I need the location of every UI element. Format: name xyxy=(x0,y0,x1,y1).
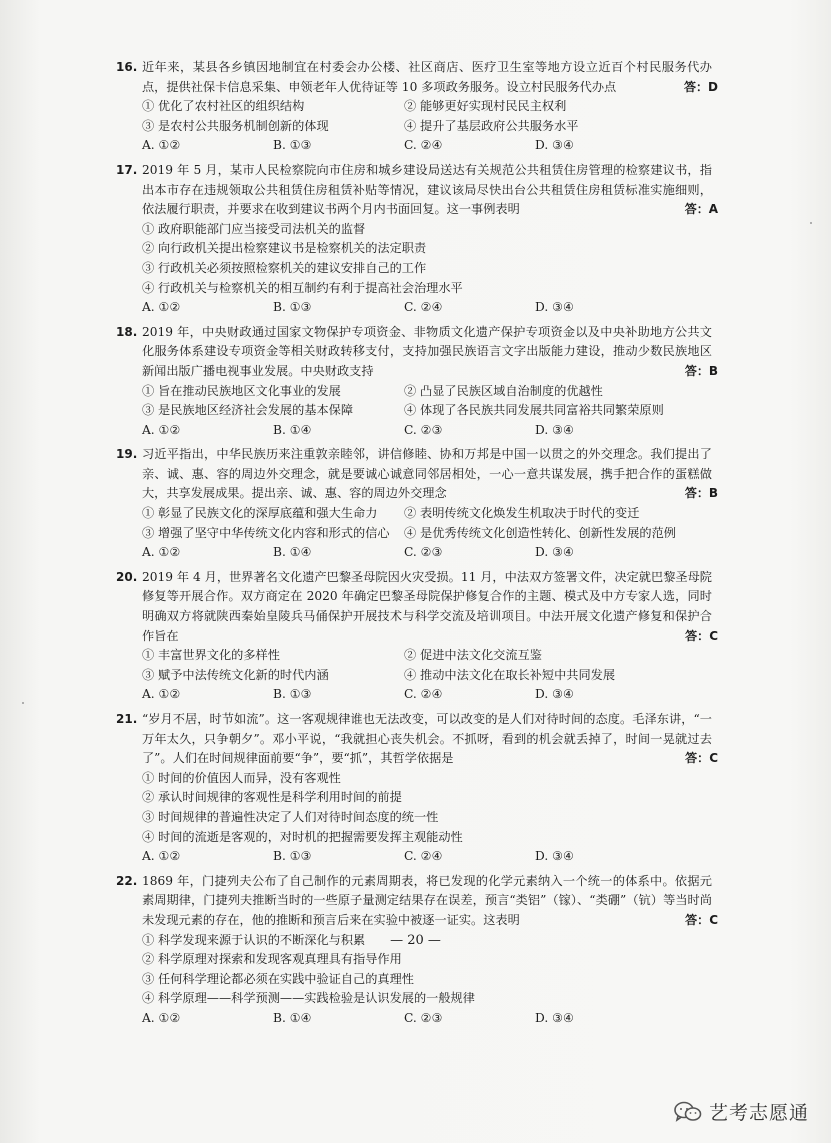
answer-choice: B. ①③ xyxy=(273,849,312,864)
answer-choice: B. ①④ xyxy=(273,1010,312,1025)
answer-key xyxy=(685,911,718,931)
option-statement: ① 丰富世界文化的多样性 xyxy=(142,648,280,663)
option-statement: ③ 赋予中法传统文化新的时代内涵 xyxy=(142,667,329,682)
answer-choices xyxy=(116,685,712,705)
answer-label: 答： xyxy=(685,628,710,643)
option-row xyxy=(142,524,712,544)
answer-label: 答： xyxy=(685,912,710,927)
question-stem xyxy=(116,872,718,931)
question-block xyxy=(116,161,718,318)
answer-value: C xyxy=(709,751,718,766)
answer-value: C xyxy=(709,628,718,643)
answer-choice: B. ①③ xyxy=(273,687,312,702)
question-number: 21. xyxy=(116,712,138,726)
option-statements xyxy=(116,769,712,847)
option-statements xyxy=(116,504,712,543)
question-stem xyxy=(116,323,718,382)
option-statement: ② 能够更好实现村民民主权利 xyxy=(404,99,567,114)
option-statement: ③ 是民族地区经济社会发展的基本保障 xyxy=(142,403,354,418)
option-statement: ② 表明传统文化焕发生机取决于时代的变迁 xyxy=(404,506,640,521)
option-statement: ① 彰显了民族文化的深厚底蕴和强大生命力 xyxy=(142,506,378,521)
answer-choice: D. ③④ xyxy=(535,138,574,153)
answer-value: C xyxy=(709,912,718,927)
question-stem xyxy=(116,710,718,769)
answer-choices xyxy=(116,543,712,563)
option-statement: ④ 体现了各民族共同发展共同富裕共同繁荣原则 xyxy=(404,403,664,418)
option-statement: ③ 行政机关必须按照检察机关的建议安排自己的工作 xyxy=(142,260,427,275)
answer-key xyxy=(685,484,718,504)
option-row xyxy=(142,646,712,666)
answer-value: B xyxy=(708,363,718,378)
option-statement: ④ 是优秀传统文化创造性转化、创新性发展的范例 xyxy=(404,525,676,540)
answer-choice: B. ①④ xyxy=(273,545,312,560)
answer-key xyxy=(684,78,718,98)
answer-value: B xyxy=(708,486,718,501)
answer-choice: A. ①② xyxy=(142,300,181,315)
answer-choice: A. ①② xyxy=(142,1010,181,1025)
answer-key xyxy=(685,200,718,220)
answer-choice: B. ①③ xyxy=(273,300,312,315)
answer-choice: C. ②③ xyxy=(404,545,443,560)
question-stem xyxy=(116,161,718,220)
answer-choice: A. ①② xyxy=(142,687,181,702)
question-block xyxy=(116,323,718,441)
question-block xyxy=(116,710,718,867)
answer-choices xyxy=(116,136,712,156)
question-block xyxy=(116,58,718,156)
question-text: 2019 年，中央财政通过国家文物保护专项资金、非物质文化遗产保护专项资金以及中央补助地方公共文化服务体系建设专项资金等相关财政转移支付，支持加强民族语言文字出版能力建设，推动少数民族地区新闻出版广播电视事业发展。中央财政支持 xyxy=(142,324,712,378)
question-number: 19. xyxy=(116,447,138,462)
answer-choice: D. ③④ xyxy=(535,687,574,702)
option-statement: ④ 推动中法文化在取长补短中共同发展 xyxy=(404,667,616,682)
option-row xyxy=(142,97,712,117)
answer-choice: C. ②④ xyxy=(404,300,443,315)
option-statement: ① 旨在推动民族地区文化事业的发展 xyxy=(142,383,341,398)
question-stem xyxy=(116,445,718,504)
question-block xyxy=(116,568,718,705)
page-number: — 20 — xyxy=(390,933,441,948)
option-row xyxy=(142,504,712,524)
option-statement: ② 凸显了民族区域自治制度的优越性 xyxy=(404,383,603,398)
watermark xyxy=(673,1098,809,1125)
option-statement: ④ 行政机关与检察机关的相互制约有利于提高社会治理水平 xyxy=(142,280,463,295)
question-block xyxy=(116,445,718,563)
answer-choice: C. ②④ xyxy=(404,687,443,702)
answer-choices xyxy=(116,1009,712,1029)
answer-choices xyxy=(116,847,712,867)
answer-label: 答： xyxy=(684,486,709,501)
answer-choice: D. ③④ xyxy=(535,1010,574,1025)
answer-choice: A. ①② xyxy=(142,138,181,153)
option-statement: ② 向行政机关提出检察建议书是检察机关的法定职责 xyxy=(142,241,427,256)
option-row xyxy=(142,382,712,402)
answer-key xyxy=(685,627,718,647)
option-row xyxy=(142,117,712,137)
answer-choice: B. ①④ xyxy=(273,422,312,437)
answer-value: D xyxy=(708,79,718,94)
answer-choice: D. ③④ xyxy=(535,300,574,315)
answer-choice: B. ①③ xyxy=(273,138,312,153)
option-statement: ③ 时间规律的普遍性决定了人们对待时间态度的统一性 xyxy=(142,809,439,824)
option-row xyxy=(142,666,712,686)
watermark-text: 艺考志愿通 xyxy=(708,1102,809,1124)
option-statement: ④ 提升了基层政府公共服务水平 xyxy=(404,118,579,133)
answer-choice: D. ③④ xyxy=(535,422,574,437)
option-row xyxy=(142,401,712,421)
answer-label: 答： xyxy=(684,79,709,94)
question-number: 22. xyxy=(116,873,138,888)
option-statement: ③ 增强了坚守中华传统文化内容和形式的信心 xyxy=(142,525,390,540)
option-statement: ① 政府职能部门应当接受司法机关的监督 xyxy=(142,221,366,236)
question-text: “岁月不居，时节如流”。这一客观规律谁也无法改变，可以改变的是人们对待时间的态度。毛泽东讲，“一万年太久，只争朝夕”。邓小平说，“我就担心丧失机会。不抓呀，看到的机会就丢掉了，时间一晃就过去了”。人们在时间规律面前要“争”，要“抓”，其哲学依据是 xyxy=(142,712,712,766)
answer-choice: D. ③④ xyxy=(535,545,574,560)
answer-choice: C. ②③ xyxy=(404,1010,443,1025)
answer-choice: A. ①② xyxy=(142,422,181,437)
question-text: 近年来，某县各乡镇因地制宜在村委会办公楼、社区商店、医疗卫生室等地方设立近百个村民服务代办点，提供社保卡信息采集、申领老年人优待证等 10 多项政务服务。设立村民服务代办点 xyxy=(142,60,712,94)
answer-choice: A. ①② xyxy=(142,545,181,560)
option-statement: ② 科学原理对探索和发现客观真理具有指导作用 xyxy=(142,952,402,967)
answer-label: 答： xyxy=(685,751,710,766)
answer-label: 答： xyxy=(684,363,709,378)
option-statement: ④ 科学原理——科学预测——实践检验是认识发展的一般规律 xyxy=(142,991,475,1006)
option-statement: ① 优化了农村社区的组织结构 xyxy=(142,99,305,114)
question-number: 20. xyxy=(116,569,138,584)
option-statements xyxy=(116,382,712,421)
question-text: 2019 年 4 月，世界著名文化遗产巴黎圣母院因火灾受损。11 月，中法双方签署文件，决定就巴黎圣母院修复等开展合作。双方商定在 2020 年确定巴黎圣母院保护修复合作的主题、模式及中方专家人选，同时明确双方将就陕西秦始皇陵兵马俑保护开展技术与科学交流及培训项目。中法开展文化遗产修复和保护合作旨在 xyxy=(142,569,712,643)
answer-choice: D. ③④ xyxy=(535,849,574,864)
question-text: 习近平指出，中华民族历来注重敦亲睦邻，讲信修睦、协和万邦是中国一以贯之的外交理念。我们提出了亲、诚、惠、容的周边外交理念，就是要诚心诚意同邻居相处，一心一意共谋发展，携手把合作的蛋糕做大，共享发展成果。提出亲、诚、惠、容的周边外交理念 xyxy=(142,447,712,501)
question-text: 2019 年 5 月，某市人民检察院向市住房和城乡建设局送达有关规范公共租赁住房管理的检察建议书，指出本市存在违规领取公共租赁住房租赁补贴等情况，建议该局尽快出台公共租赁住房租赁标准实施细则，依法履行职责，并要求在收到建议书两个月内书面回复。这一事例表明 xyxy=(142,162,712,217)
option-statements xyxy=(116,646,712,685)
answer-choice: C. ②③ xyxy=(404,422,443,437)
question-stem xyxy=(116,58,718,97)
option-statement: ③ 任何科学理论都必须在实践中验证自己的真理性 xyxy=(142,971,414,986)
question-number: 18. xyxy=(116,324,138,339)
wechat-logo-icon xyxy=(673,1100,703,1124)
question-list xyxy=(116,58,718,1034)
question-text: 1869 年，门捷列夫公布了自己制作的元素周期表，将已发现的化学元素纳入一个统一的体系中。依据元素周期律，门捷列夫推断当时的一些原子量测定结果存在误差，预言“类铝”（镓）、“类硼”（钪）等当时尚未发现元素的存在，他的推断和预言后来在实验中被逐一证实。这表明 xyxy=(142,873,712,927)
question-number: 16. xyxy=(116,60,138,74)
question-stem xyxy=(116,568,718,646)
answer-choice: C. ②④ xyxy=(404,138,443,153)
option-statement: ③ 是农村公共服务机制创新的体现 xyxy=(142,118,329,133)
answer-choices xyxy=(116,421,712,441)
option-statement: ④ 时间的流逝是客观的，对时机的把握需要发挥主观能动性 xyxy=(142,829,463,844)
answer-label: 答： xyxy=(684,202,709,217)
question-number: 17. xyxy=(116,162,138,177)
option-statement: ② 促进中法文化交流互鉴 xyxy=(404,648,542,663)
answer-key xyxy=(685,362,718,382)
answer-choice: C. ②④ xyxy=(404,849,443,864)
option-statements xyxy=(116,97,712,136)
answer-choices xyxy=(116,298,712,318)
option-statement: ② 承认时间规律的客观性是科学利用时间的前提 xyxy=(142,790,402,805)
answer-value: A xyxy=(708,202,718,217)
option-statement: ① 时间的价值因人而异，没有客观性 xyxy=(142,770,341,785)
question-block xyxy=(116,872,718,1029)
option-statement: ① 科学发现来源于认识的不断深化与积累 xyxy=(142,932,366,947)
option-statements xyxy=(116,220,712,298)
answer-choice: A. ①② xyxy=(142,849,181,864)
answer-key xyxy=(685,749,718,769)
